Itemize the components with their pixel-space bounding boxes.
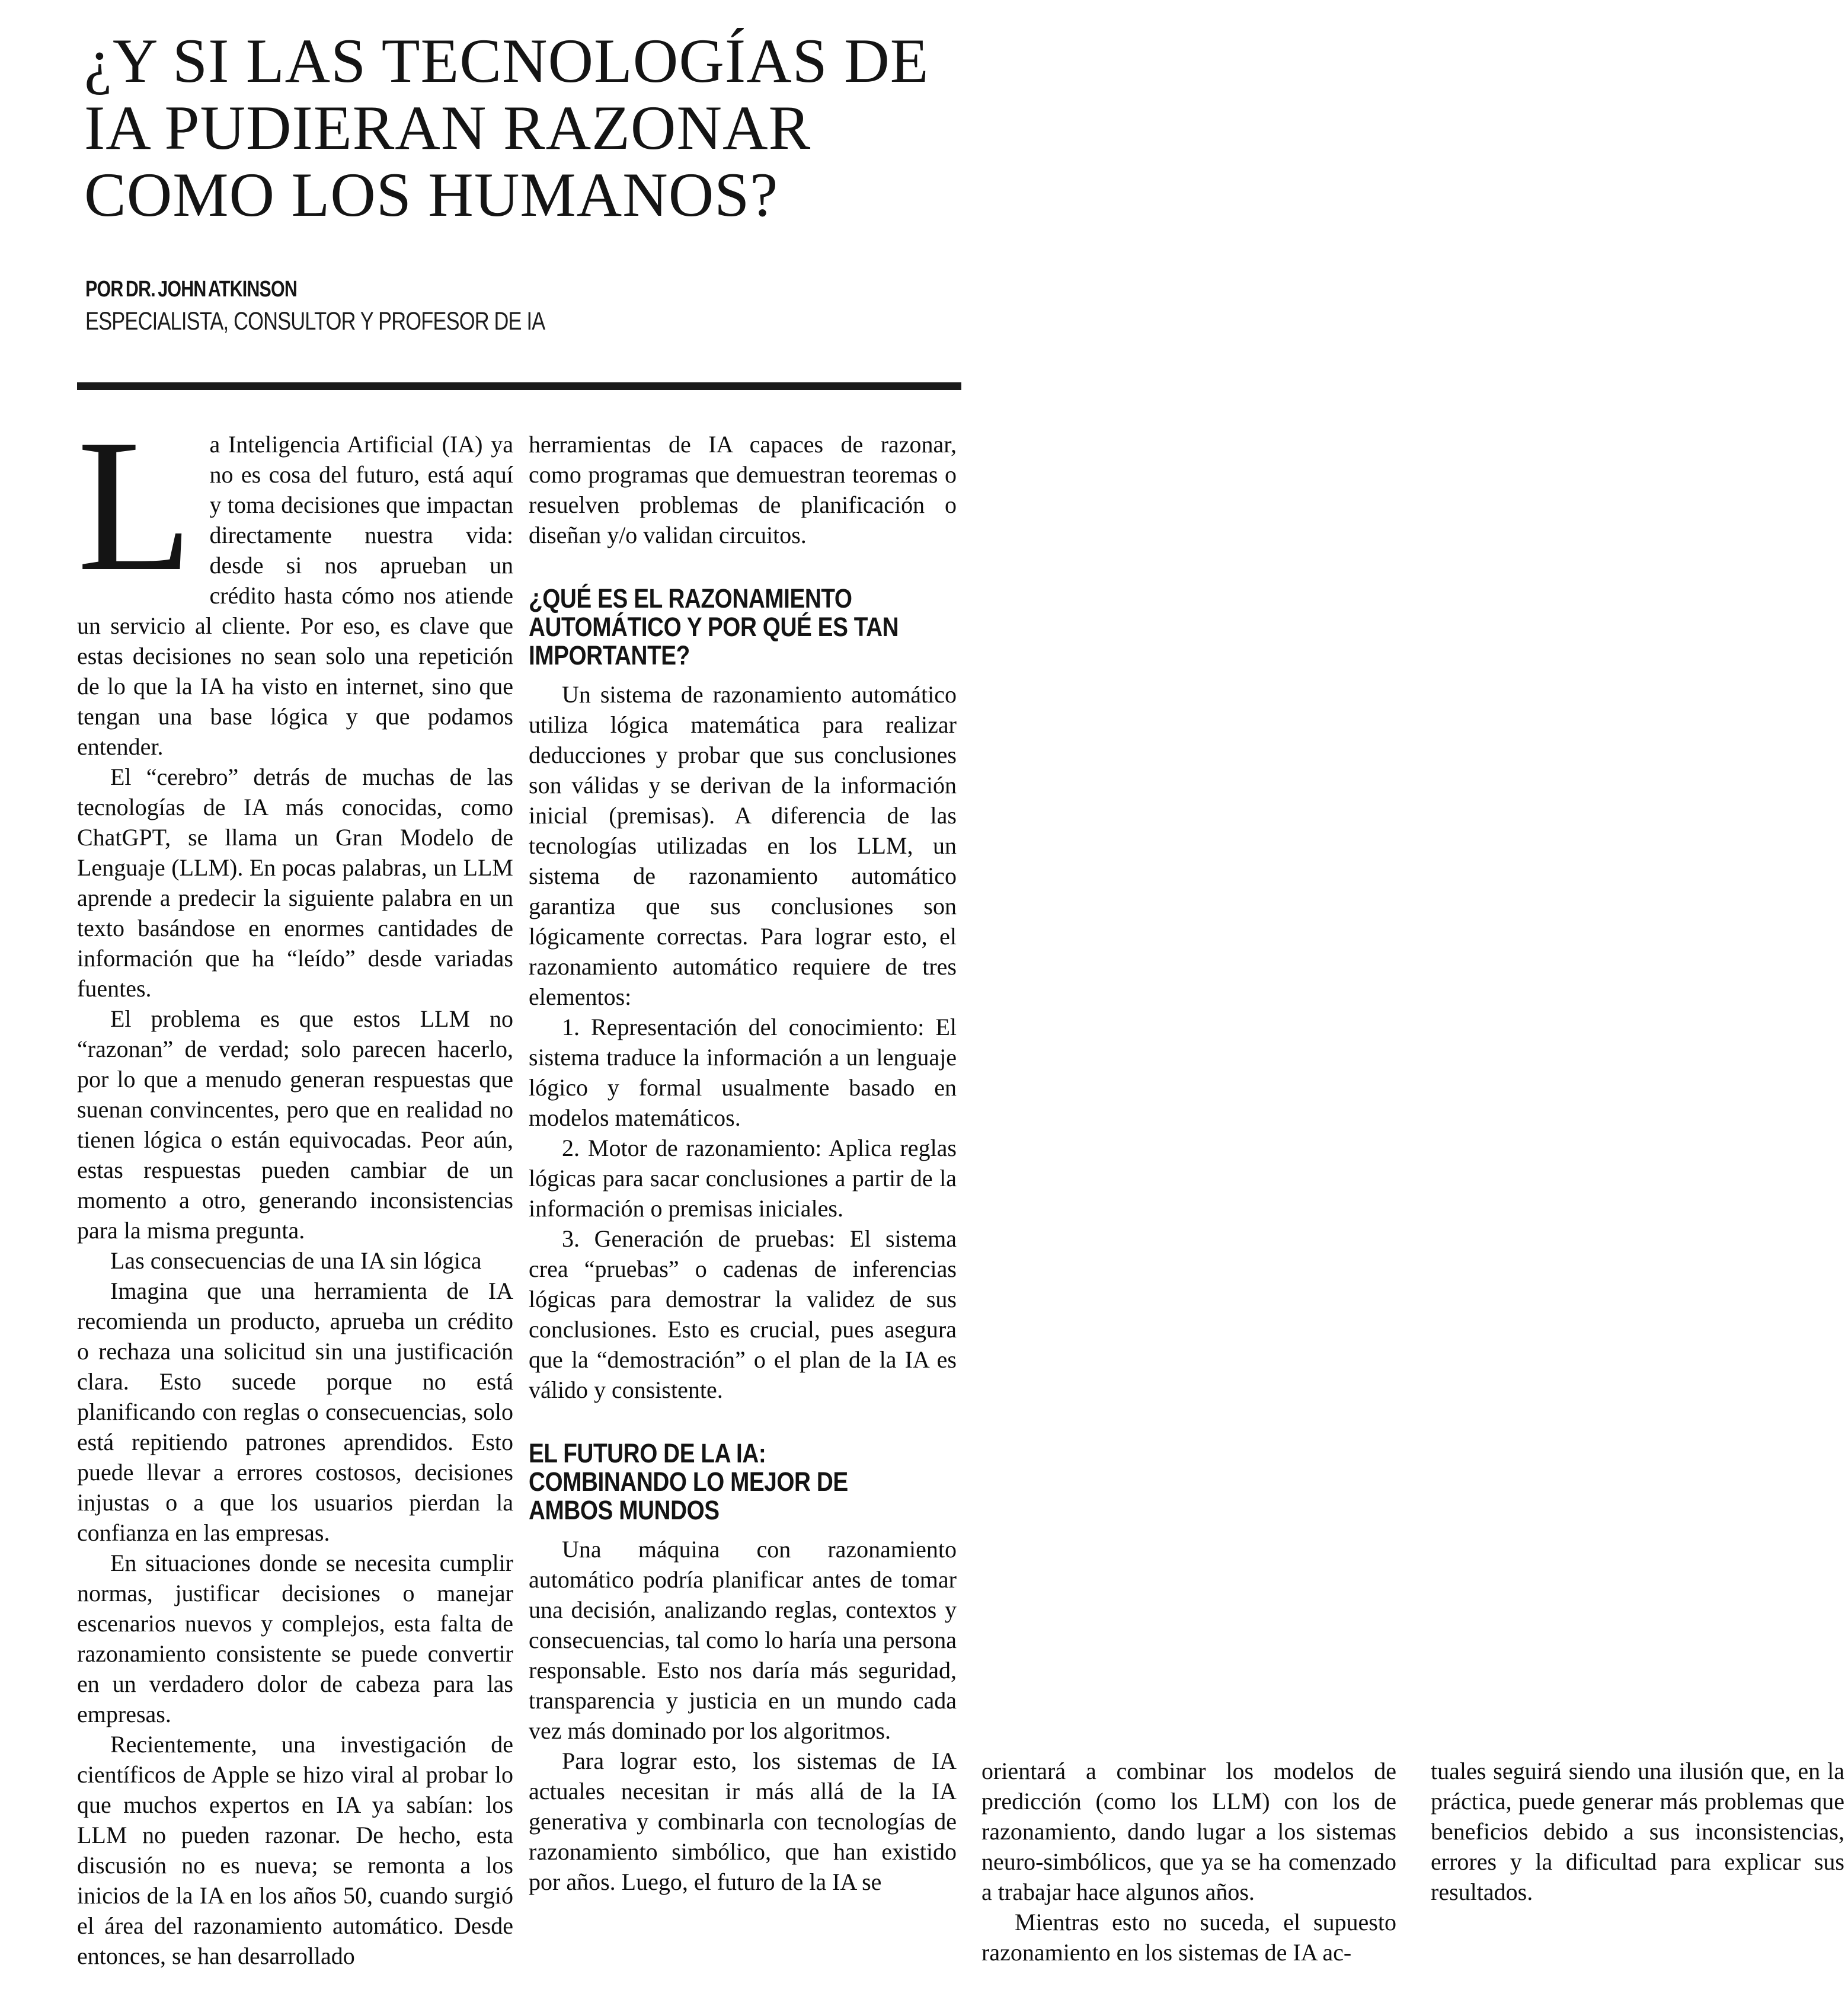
paragraph: El “cerebro” detrás de muchas de las tecnologías de IA más conocidas, como ChatGPT, se llama un Gran Modelo de Lenguaje (LLM). En pocas palabras, un LLM aprende a predecir la siguiente palabra en un texto basándose en enormes cantidades de información que ha “leído” desde variadas fuentes. (77, 764, 513, 1002)
list-item-1: 1. Representación del conocimiento: El sistema traduce la información a un lenguaje lógico y formal usualmente basado en modelos matemáticos. (529, 1014, 957, 1131)
byline (85, 277, 660, 335)
paragraph: Para lograr esto, los sistemas de IA actuales necesitan ir más allá de la IA generativa y combinarla con tecnologías de razonamiento simbólico, que han existido por años. Luego, el futuro de la IA se (529, 1748, 957, 1895)
heading-line-3: AMBOS MUNDOS (529, 1495, 720, 1525)
paragraph-continuation: tuales seguirá siendo una ilusión que, en la práctica, puede generar más problemas que beneficios debido a sus inconsistencias, errores y la dificultad para explicar sus resultados. (1431, 1758, 1844, 1905)
paragraph-continuation: orientará a combinar los modelos de predicción (como los LLM) con los de razonamiento, dando lugar a los sistemas neuro-simbólicos, que ya se ha comenzado a trabajar hace algunos años. (981, 1758, 1396, 1905)
paragraph: Recientemente, una investigación de científicos de Apple se hizo viral al probar lo que muchos expertos en IA ya sabían: los LLM no pueden razonar. De hecho, esta discusión no es nueva; se remonta a los inicios de la IA en los años 50, cuando surgió el área del razonamiento automático. Desde entonces, se han desarrollado (77, 1731, 513, 1969)
body-column-3 (981, 1756, 1396, 1967)
byline-author: POR DR. JOHN ATKINSON (85, 277, 297, 302)
dropcap-letter: L (77, 401, 193, 611)
title-line-1: ¿Y SI LAS TECNOLOGÍAS DE (84, 26, 929, 95)
heading-line-1: ¿QUÉ ES EL RAZONAMIENTO (529, 583, 852, 614)
paragraph: Mientras esto no suceda, el supuesto razonamiento en los sistemas de IA ac- (981, 1909, 1396, 1966)
paragraph: Imagina que una herramienta de IA recomienda un producto, aprueba un crédito o rechaza una solicitud sin una justificación clara. Esto sucede porque no está planificando con reglas o consecuencias, solo está repitiendo patrones aprendidos. Esto puede llevar a errores costosos, decisiones injustas o a que los usuarios pierdan la confianza en las empresas. (77, 1277, 513, 1546)
paragraph-continuation: herramientas de IA capaces de razonar, como programas que demuestran teoremas o resuelven problemas de planificación o diseñan y/o validan circuitos. (529, 431, 957, 548)
paragraph: Las consecuencias de una IA sin lógica (110, 1247, 482, 1274)
heading-line-2: COMBINANDO LO MEJOR DE (529, 1467, 848, 1497)
page-title (84, 27, 929, 228)
paragraph: Una máquina con razonamiento automático podría planificar antes de tomar una decisión, analizando reglas, contextos y consecuencias, tal como lo haría una persona responsable. Esto nos daría más seguridad, transparencia y justicia en un mundo cada vez más dominado por los algoritmos. (529, 1536, 957, 1744)
title-line-3: COMO LOS HUMANOS? (84, 160, 779, 229)
section-heading-razonamiento-automatico (529, 584, 897, 670)
list-item-2: 2. Motor de razonamiento: Aplica reglas lógicas para sacar conclusiones a partir de la información o premisas iniciales. (529, 1135, 957, 1222)
lead-paragraph-text: a Inteligencia Artificial (IA) ya no es cosa del futuro, está aquí y toma decisiones que impactan directamente nuestra vida: desde si nos aprueban un crédito hasta cómo nos atiende un servicio al cliente. Por eso, es clave que estas decisiones no sean solo una repetición de lo que la IA ha visto en internet, sino que tengan una base lógica y que podamos entender. (77, 431, 513, 760)
title-line-2: IA PUDIERAN RAZONAR (84, 93, 811, 162)
lead-paragraph (77, 401, 513, 762)
heading-line-2: AUTOMÁTICO Y POR QUÉ ES TAN (529, 612, 899, 642)
paragraph: Un sistema de razonamiento automático utiliza lógica matemática para realizar deducciones y probar que sus conclusiones son válidas y se derivan de la información inicial (premisas). A diferencia de las tecnologías utilizadas en los LLM, un sistema de razonamiento automático garantiza que sus conclusiones son lógicamente correctas. Para lograr esto, el razonamiento automático requiere de tres elementos: (529, 681, 957, 1010)
header-rule (77, 382, 961, 390)
byline-role: ESPECIALISTA, CONSULTOR Y PROFESOR DE IA (85, 307, 545, 336)
body-column-4 (1431, 1756, 1844, 1907)
paragraph: En situaciones donde se necesita cumplir normas, justificar decisiones o manejar escenarios nuevos y complejos, esta falta de razonamiento consistente se puede convertir en un verdadero dolor de cabeza para las empresas. (77, 1550, 513, 1727)
list-item-3: 3. Generación de pruebas: El sistema crea “pruebas” o cadenas de inferencias lógicas para demostrar la validez de sus conclusiones. Esto es crucial, pues asegura que la “demostración” o el plan de la IA es válido y consistente. (529, 1225, 957, 1403)
body-column-1 (77, 401, 513, 2000)
paragraph: El problema es que estos LLM no “razonan” de verdad; solo parecen hacerlo, por lo que a menudo generan respuestas que suenan convincentes, pero que en realidad no tienen lógica o están equivocadas. Peor aún, estas respuestas pueden cambiar de un momento a otro, generando inconsistencias para la misma pregunta. (77, 1005, 513, 1244)
heading-line-3: IMPORTANTE? (529, 640, 690, 670)
heading-line-1: EL FUTURO DE LA IA: (529, 1438, 766, 1468)
body-column-2 (529, 429, 957, 2000)
section-heading-futuro-de-la-ia (529, 1439, 897, 1525)
